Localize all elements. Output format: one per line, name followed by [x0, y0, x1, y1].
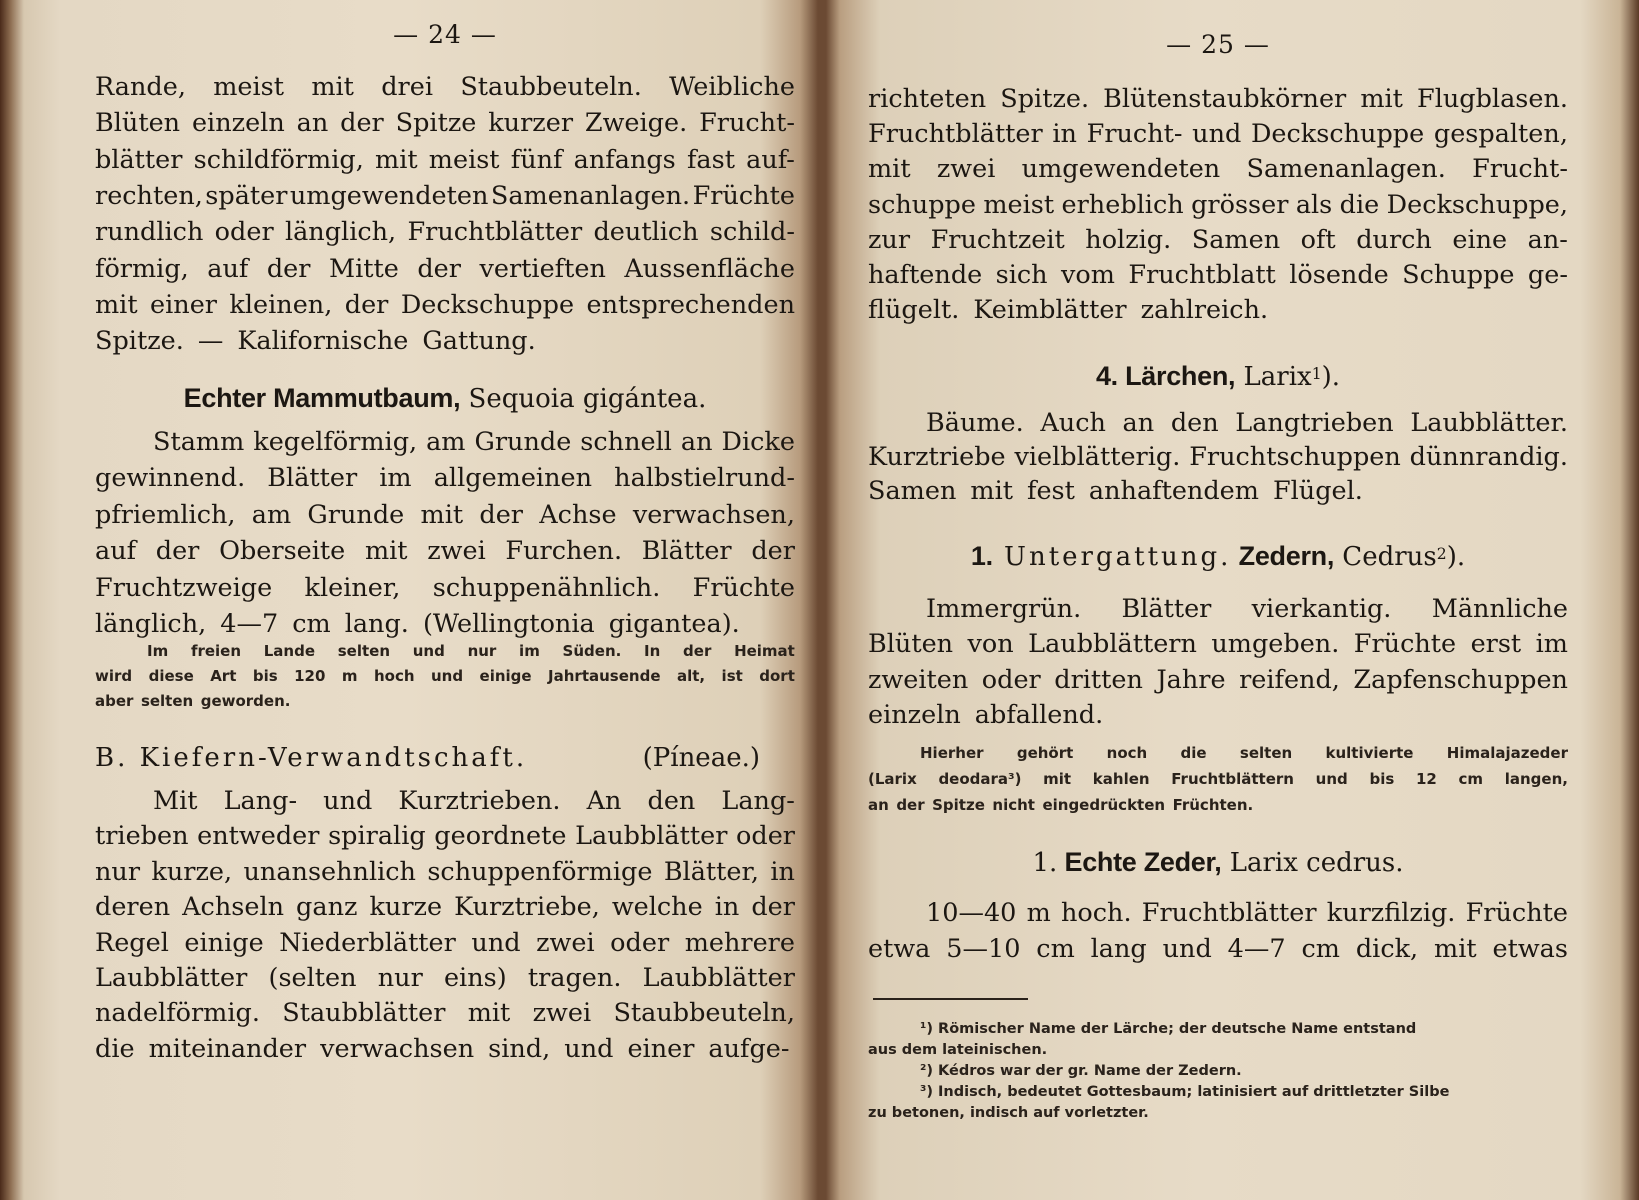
text-line: mit zwei umgewendeten Samenanlagen. Frucht- [868, 154, 1568, 185]
text-line: 10—40 m hoch. Fruchtblätter kurzfilzig. Früchte [926, 898, 1568, 928]
note-line: Hierher gehört noch die selten kultivierte Himalajazeder [920, 744, 1568, 762]
text-line: auf der Oberseite mit zwei Furchen. Blätter der [95, 536, 795, 567]
heading-end: ). [1446, 542, 1466, 572]
text-line: Fruchtblätter in Frucht- und Deckschuppe gespalten, [868, 119, 1568, 150]
note-line: wird diese Art bis 120 m hoch und einige Jahrtausende alt, ist dort [95, 667, 795, 685]
note-line: (Larix deodara³) mit kahlen Fruchtblättern und bis 12 cm langen, [868, 770, 1568, 788]
heading-spaced: Untergattung. [992, 542, 1232, 572]
page-number-left: — 24 — [393, 20, 497, 49]
heading-latin: Larix cedrus. [1221, 848, 1404, 878]
heading-zedern [868, 536, 1568, 577]
text-line: förmig, auf der Mitte der vertieften Aussenfläche [95, 253, 795, 284]
heading-latin: Cedrus [1334, 542, 1437, 572]
footnote-line: ¹) Römischer Name der Lärche; der deutsche Name entstand [920, 1021, 1417, 1037]
heading-latin: Sequoia gigántea. [460, 384, 707, 414]
text-line: Spitze. — Kalifornische Gattung. [95, 326, 536, 357]
heading-end: ). [1321, 362, 1341, 392]
footnote-line: ³) Indisch, bedeutet Gottesbaum; latinisiert auf drittletzter Silbe [920, 1084, 1450, 1100]
text-line: richteten Spitze. Blütenstaubkörner mit Flugblasen. [868, 84, 1568, 114]
heading-echte-zeder [868, 842, 1568, 883]
text-line: schuppe meist erheblich grösser als die Deckschuppe, [868, 189, 1568, 220]
heading-laerchen [868, 356, 1568, 397]
heading-number: 4. [1095, 361, 1118, 391]
heading-echter-mammutbaum [95, 378, 795, 419]
text-line: flügelt. Keimblätter zahlreich. [868, 295, 1269, 326]
text-line: Mit Lang- und Kurztrieben. An den Lang- [153, 786, 795, 816]
heading-number: 1. [970, 541, 993, 571]
text-line: Fruchtzweige kleiner, schuppenähnlich. Früchte [95, 572, 795, 603]
heading-latin: (Píneae.) [642, 743, 760, 773]
text-line: pfriemlich, am Grunde mit der Achse verwachsen, [95, 499, 795, 530]
note-line: aber selten geworden. [95, 692, 291, 710]
text-line: nadelförmig. Staubblätter mit zwei Staubbeuteln, [95, 998, 795, 1029]
text-line: rundlich oder länglich, Fruchtblätter deutlich schild- [95, 217, 795, 248]
heading-bold: Echte Zeder, [1057, 847, 1222, 877]
text-line: Blüten einzeln an der Spitze kurzer Zweige. Frucht- [95, 108, 795, 139]
text-line: länglich, 4—7 cm lang. (Wellingtonia gigantea). [95, 609, 740, 639]
note-line: Im freien Lande selten und nur im Süden. In der Heimat [147, 642, 795, 660]
left-page [95, 0, 795, 1200]
text-line: zur Fruchtzeit holzig. Samen oft durch eine an- [868, 224, 1568, 255]
text-line: mit einer kleinen, der Deckschuppe entsprechenden [95, 289, 795, 320]
right-page [868, 0, 1568, 1200]
note-line: an der Spitze nicht eingedrückten Früchten. [868, 796, 1254, 814]
text-line: nur kurze, unansehnlich schuppenförmige Blätter, in [95, 856, 795, 887]
heading-bold: Echter Mammutbaum, [183, 383, 461, 413]
text-line: Bäume. Auch an den Langtrieben Laubblätter. [926, 408, 1568, 438]
footnote-divider [873, 998, 1028, 1000]
text-line: blätter schildförmig, mit meist fünf anfangs fast auf- [95, 144, 795, 175]
text-line: Laubblätter (selten nur eins) tragen. Laubblätter [95, 963, 795, 993]
heading-kiefern-verwandtschaft [95, 738, 795, 778]
text-line: deren Achseln ganz kurze Kurztriebe, welche in der [95, 892, 795, 923]
text-line: einzeln abfallend. [868, 699, 1104, 730]
text-line: Samen mit fest anhaftendem Flügel. [868, 476, 1363, 506]
heading-number: 1. [1032, 848, 1058, 878]
text-line: Kurztriebe vielblätterig. Fruchtschuppen dünnrandig. [868, 442, 1568, 472]
footnote-ref: 2 [1436, 545, 1447, 563]
text-line: Rande, meist mit drei Staubbeuteln. Weibliche [95, 72, 795, 102]
text-line: trieben entweder spiralig geordnete Laubblätter oder [95, 821, 795, 852]
text-line: gewinnend. Blätter im allgemeinen halbstielrund- [95, 463, 795, 494]
heading-spaced: B. Kiefern-Verwandtschaft. [95, 743, 528, 773]
text-line: etwa 5—10 cm lang und 4—7 cm dick, mit etwas [868, 934, 1568, 964]
page-number-right: — 25 — [1166, 30, 1270, 59]
text-line: rechten, später umgewendeten Samenanlagen. Früchte [95, 180, 795, 211]
text-line: Blüten von Laubblättern umgeben. Früchte erst im [868, 629, 1568, 660]
text-line: Stamm kegelförmig, am Grunde schnell an Dicke [153, 427, 795, 457]
footnote-line: ²) Kédros war der gr. Name der Zedern. [920, 1063, 1242, 1079]
footnote-line: zu betonen, indisch auf vorletzter. [868, 1105, 1149, 1121]
text-line: die miteinander verwachsen sind, und einer aufge- [95, 1033, 790, 1064]
heading-latin: Larix [1235, 362, 1312, 392]
heading-bold: Lärchen, [1117, 361, 1236, 391]
footnote-line: aus dem lateinischen. [868, 1042, 1048, 1058]
text-line: haftende sich vom Fruchtblatt lösende Schuppe ge- [868, 260, 1568, 290]
text-line: Regel einige Niederblätter und zwei oder mehrere [95, 927, 795, 958]
footnote-ref: 1 [1311, 365, 1322, 383]
heading-bold: Zedern, [1231, 541, 1335, 571]
text-line: Immergrün. Blätter vierkantig. Männliche [926, 594, 1568, 624]
text-line: zweiten oder dritten Jahre reifend, Zapfenschuppen [868, 664, 1568, 695]
